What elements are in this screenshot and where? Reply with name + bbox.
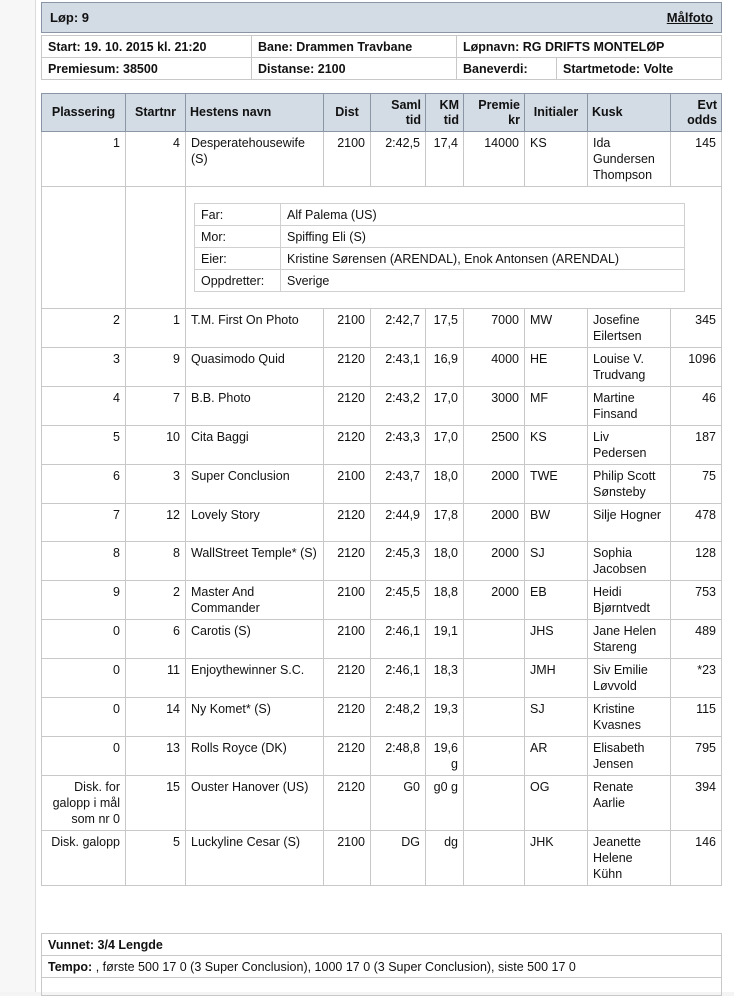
col-hestens-navn: Hestens navn: [186, 94, 324, 132]
total-time-cell: 2:48,2: [371, 698, 426, 737]
col-saml-tid-line2: tid: [405, 112, 421, 127]
km-time-cell: g0 g: [426, 776, 464, 831]
dam-label: Mor:: [195, 226, 281, 248]
sire-label: Far:: [195, 204, 281, 226]
horse-name-cell: Super Conclusion: [186, 465, 324, 504]
driver-cell: Liv Pedersen: [588, 426, 671, 465]
track-name: Bane: Drammen Travbane: [252, 36, 457, 58]
initials-cell: KS: [525, 132, 588, 187]
dist-cell: 2100: [324, 581, 371, 620]
total-time-cell: 2:43,1: [371, 348, 426, 387]
km-time-cell: 18,0: [426, 542, 464, 581]
total-time-cell: 2:45,3: [371, 542, 426, 581]
startnr-cell: 2: [126, 581, 186, 620]
breeder-label: Oppdretter:: [195, 270, 281, 292]
col-km-tid-line2: tid: [443, 112, 459, 127]
table-row: [42, 776, 722, 831]
prize-cell: 14000: [464, 132, 525, 187]
horse-name-cell: Master And Commander: [186, 581, 324, 620]
driver-cell: Renate Aarlie: [588, 776, 671, 831]
startnr-cell: 3: [126, 465, 186, 504]
odds-cell: 489: [671, 620, 722, 659]
race-result-page: [36, 0, 734, 992]
km-time-cell: 18,3: [426, 659, 464, 698]
dist-cell: 2120: [324, 387, 371, 426]
odds-cell: 1096: [671, 348, 722, 387]
driver-cell: Jane Helen Stareng: [588, 620, 671, 659]
driver-cell: Silje Hogner: [588, 504, 671, 542]
odds-cell: 187: [671, 426, 722, 465]
horse-name-cell: Rolls Royce (DK): [186, 737, 324, 776]
prize-cell: [464, 698, 525, 737]
table-row: [42, 426, 722, 465]
dist-cell: 2120: [324, 659, 371, 698]
dist-cell: 2120: [324, 426, 371, 465]
won-by: Vunnet: 3/4 Lengde: [42, 934, 722, 956]
race-header: [41, 2, 722, 33]
total-time-cell: 2:43,3: [371, 426, 426, 465]
horse-name-cell: Ouster Hanover (US): [186, 776, 324, 831]
table-row: [42, 504, 722, 542]
driver-cell: Louise V. Trudvang: [588, 348, 671, 387]
dist-cell: 2100: [324, 465, 371, 504]
prize-cell: 2000: [464, 581, 525, 620]
plassering-cell: 4: [42, 387, 126, 426]
startnr-cell: 9: [126, 348, 186, 387]
initials-cell: SJ: [525, 542, 588, 581]
dist-cell: 2100: [324, 831, 371, 886]
odds-cell: 146: [671, 831, 722, 886]
initials-cell: KS: [525, 426, 588, 465]
initials-cell: HE: [525, 348, 588, 387]
odds-cell: 394: [671, 776, 722, 831]
dam-value: Spiffing Eli (S): [281, 226, 685, 248]
odds-cell: 145: [671, 132, 722, 187]
km-time-cell: dg: [426, 831, 464, 886]
initials-cell: JHS: [525, 620, 588, 659]
detail-empty-cell: [42, 187, 126, 309]
col-premie-kr-line1: Premie: [478, 97, 520, 112]
table-row: [42, 620, 722, 659]
horse-name-cell: Carotis (S): [186, 620, 324, 659]
tempo: [42, 956, 722, 978]
col-evt-odds: [671, 94, 722, 132]
odds-cell: 753: [671, 581, 722, 620]
results-header-row: [42, 94, 722, 132]
plassering-cell: Disk. for galopp i mål som nr 0: [42, 776, 126, 831]
driver-cell: Ida Gundersen Thompson: [588, 132, 671, 187]
total-time-cell: DG: [371, 831, 426, 886]
dist-cell: 2120: [324, 504, 371, 542]
dist-cell: 2120: [324, 698, 371, 737]
initials-cell: BW: [525, 504, 588, 542]
startnr-cell: 1: [126, 309, 186, 348]
col-kusk: Kusk: [588, 94, 671, 132]
tempo-label: Tempo:: [48, 959, 93, 974]
initials-cell: AR: [525, 737, 588, 776]
prize-sum: Premiesum: 38500: [42, 58, 252, 80]
plassering-cell: 8: [42, 542, 126, 581]
odds-cell: 478: [671, 504, 722, 542]
initials-cell: EB: [525, 581, 588, 620]
owner-label: Eier:: [195, 248, 281, 270]
odds-cell: 115: [671, 698, 722, 737]
startnr-cell: 13: [126, 737, 186, 776]
col-startnr: Startnr: [126, 94, 186, 132]
race-info-table: [41, 35, 722, 80]
horse-name-cell: WallStreet Temple* (S): [186, 542, 324, 581]
total-time-cell: 2:46,1: [371, 659, 426, 698]
tempo-text: , første 500 17 0 (3 Super Conclusion), 1000 17 0 (3 Super Conclusion), siste 500 17 0: [92, 959, 576, 974]
startnr-cell: 15: [126, 776, 186, 831]
table-row: [42, 737, 722, 776]
pedigree-row-dam: [195, 226, 685, 248]
startnr-cell: 11: [126, 659, 186, 698]
odds-cell: 345: [671, 309, 722, 348]
col-premie-kr: [464, 94, 525, 132]
odds-cell: 795: [671, 737, 722, 776]
horse-name-cell: Cita Baggi: [186, 426, 324, 465]
driver-cell: Sophia Jacobsen: [588, 542, 671, 581]
km-time-cell: 17,0: [426, 426, 464, 465]
horse-name-cell: Ny Komet* (S): [186, 698, 324, 737]
startnr-cell: 10: [126, 426, 186, 465]
startnr-cell: 4: [126, 132, 186, 187]
startnr-cell: 7: [126, 387, 186, 426]
prize-cell: [464, 776, 525, 831]
startnr-cell: 6: [126, 620, 186, 659]
startnr-cell: 8: [126, 542, 186, 581]
total-time-cell: G0: [371, 776, 426, 831]
col-saml-tid-line1: Saml: [391, 97, 421, 112]
col-dist: Dist: [324, 94, 371, 132]
odds-cell: *23: [671, 659, 722, 698]
plassering-cell: 0: [42, 620, 126, 659]
horse-name-cell: B.B. Photo: [186, 387, 324, 426]
prize-cell: 2500: [464, 426, 525, 465]
col-saml-tid: [371, 94, 426, 132]
horse-name-cell: Luckyline Cesar (S): [186, 831, 324, 886]
race-name: Løpnavn: RG DRIFTS MONTELØP: [457, 36, 722, 58]
driver-cell: Jeanette Helene Kühn: [588, 831, 671, 886]
horse-name-cell: T.M. First On Photo: [186, 309, 324, 348]
initials-cell: SJ: [525, 698, 588, 737]
driver-cell: Elisabeth Jensen: [588, 737, 671, 776]
pedigree-row-sire: [195, 204, 685, 226]
prize-cell: [464, 831, 525, 886]
detail-empty-cell: [126, 187, 186, 309]
blank-row: [42, 978, 722, 996]
breeder-value: Sverige: [281, 270, 685, 292]
startnr-cell: 5: [126, 831, 186, 886]
km-time-cell: 18,0: [426, 465, 464, 504]
total-time-cell: 2:45,5: [371, 581, 426, 620]
table-row: [42, 348, 722, 387]
dist-cell: 2100: [324, 620, 371, 659]
total-time-cell: 2:43,7: [371, 465, 426, 504]
plassering-cell: 3: [42, 348, 126, 387]
total-time-cell: 2:42,7: [371, 309, 426, 348]
plassering-cell: 2: [42, 309, 126, 348]
dist-cell: 2100: [324, 309, 371, 348]
race-summary-table: [41, 933, 722, 996]
col-km-tid-line1: KM: [439, 97, 459, 112]
km-time-cell: 17,5: [426, 309, 464, 348]
prize-cell: 7000: [464, 309, 525, 348]
plassering-cell: 1: [42, 132, 126, 187]
total-time-cell: 2:46,1: [371, 620, 426, 659]
distance: Distanse: 2100: [252, 58, 457, 80]
table-row: [42, 542, 722, 581]
km-time-cell: 16,9: [426, 348, 464, 387]
track-value: Baneverdi:: [457, 58, 557, 80]
table-row: [42, 465, 722, 504]
km-time-cell: 18,8: [426, 581, 464, 620]
initials-cell: OG: [525, 776, 588, 831]
dist-cell: 2120: [324, 776, 371, 831]
table-row: [42, 581, 722, 620]
initials-cell: MF: [525, 387, 588, 426]
horse-name-cell: Lovely Story: [186, 504, 324, 542]
plassering-cell: 6: [42, 465, 126, 504]
prize-cell: 2000: [464, 542, 525, 581]
km-time-cell: 19,1: [426, 620, 464, 659]
km-time-cell: 19,3: [426, 698, 464, 737]
col-km-tid: [426, 94, 464, 132]
dist-cell: 2120: [324, 737, 371, 776]
prize-cell: 2000: [464, 504, 525, 542]
col-evt-odds-line1: Evt: [697, 97, 717, 112]
prize-cell: 4000: [464, 348, 525, 387]
plassering-cell: 9: [42, 581, 126, 620]
owner-value: Kristine Sørensen (ARENDAL), Enok Antonsen (ARENDAL): [281, 248, 685, 270]
prize-cell: 3000: [464, 387, 525, 426]
plassering-cell: 5: [42, 426, 126, 465]
dist-cell: 2100: [324, 132, 371, 187]
start-method: Startmetode: Volte: [557, 58, 722, 80]
prize-cell: 2000: [464, 465, 525, 504]
odds-cell: 128: [671, 542, 722, 581]
driver-cell: Kristine Kvasnes: [588, 698, 671, 737]
odds-cell: 75: [671, 465, 722, 504]
winner-detail-cell: [186, 187, 722, 309]
horse-name-cell: Enjoythewinner S.C.: [186, 659, 324, 698]
horse-name-cell: Quasimodo Quid: [186, 348, 324, 387]
plassering-cell: 7: [42, 504, 126, 542]
pedigree-row-breeder: [195, 270, 685, 292]
race-title: Løp: 9: [50, 10, 89, 25]
total-time-cell: 2:43,2: [371, 387, 426, 426]
pedigree-table: [194, 203, 685, 292]
initials-cell: MW: [525, 309, 588, 348]
plassering-cell: 0: [42, 659, 126, 698]
driver-cell: Siv Emilie Løvvold: [588, 659, 671, 698]
sire-value: Alf Palema (US): [281, 204, 685, 226]
left-sidebar: [0, 0, 36, 992]
table-row: [42, 309, 722, 348]
driver-cell: Philip Scott Sønsteby: [588, 465, 671, 504]
table-row: [42, 698, 722, 737]
col-premie-kr-line2: kr: [508, 112, 520, 127]
table-row: [42, 831, 722, 886]
winner-detail-row: [42, 187, 722, 309]
startnr-cell: 14: [126, 698, 186, 737]
total-time-cell: 2:44,9: [371, 504, 426, 542]
results-table: [41, 93, 722, 886]
prize-cell: [464, 737, 525, 776]
km-time-cell: 19,6 g: [426, 737, 464, 776]
table-row: [42, 132, 722, 187]
prize-cell: [464, 620, 525, 659]
table-row: [42, 659, 722, 698]
driver-cell: Martine Finsand: [588, 387, 671, 426]
total-time-cell: 2:48,8: [371, 737, 426, 776]
dist-cell: 2120: [324, 542, 371, 581]
initials-cell: TWE: [525, 465, 588, 504]
km-time-cell: 17,8: [426, 504, 464, 542]
prize-cell: [464, 659, 525, 698]
initials-cell: JHK: [525, 831, 588, 886]
odds-cell: 46: [671, 387, 722, 426]
km-time-cell: 17,4: [426, 132, 464, 187]
initials-cell: JMH: [525, 659, 588, 698]
startnr-cell: 12: [126, 504, 186, 542]
driver-cell: Josefine Eilertsen: [588, 309, 671, 348]
driver-cell: Heidi Bjørntvedt: [588, 581, 671, 620]
pedigree-row-owner: [195, 248, 685, 270]
table-row: [42, 387, 722, 426]
plassering-cell: 0: [42, 737, 126, 776]
col-evt-odds-line2: odds: [687, 112, 717, 127]
dist-cell: 2120: [324, 348, 371, 387]
start-time: Start: 19. 10. 2015 kl. 21:20: [42, 36, 252, 58]
col-plassering: Plassering: [42, 94, 126, 132]
plassering-cell: Disk. galopp: [42, 831, 126, 886]
col-initialer: Initialer: [525, 94, 588, 132]
malfoto-link[interactable]: Målfoto: [666, 10, 713, 25]
km-time-cell: 17,0: [426, 387, 464, 426]
horse-name-cell: Desperatehousewife (S): [186, 132, 324, 187]
total-time-cell: 2:42,5: [371, 132, 426, 187]
plassering-cell: 0: [42, 698, 126, 737]
